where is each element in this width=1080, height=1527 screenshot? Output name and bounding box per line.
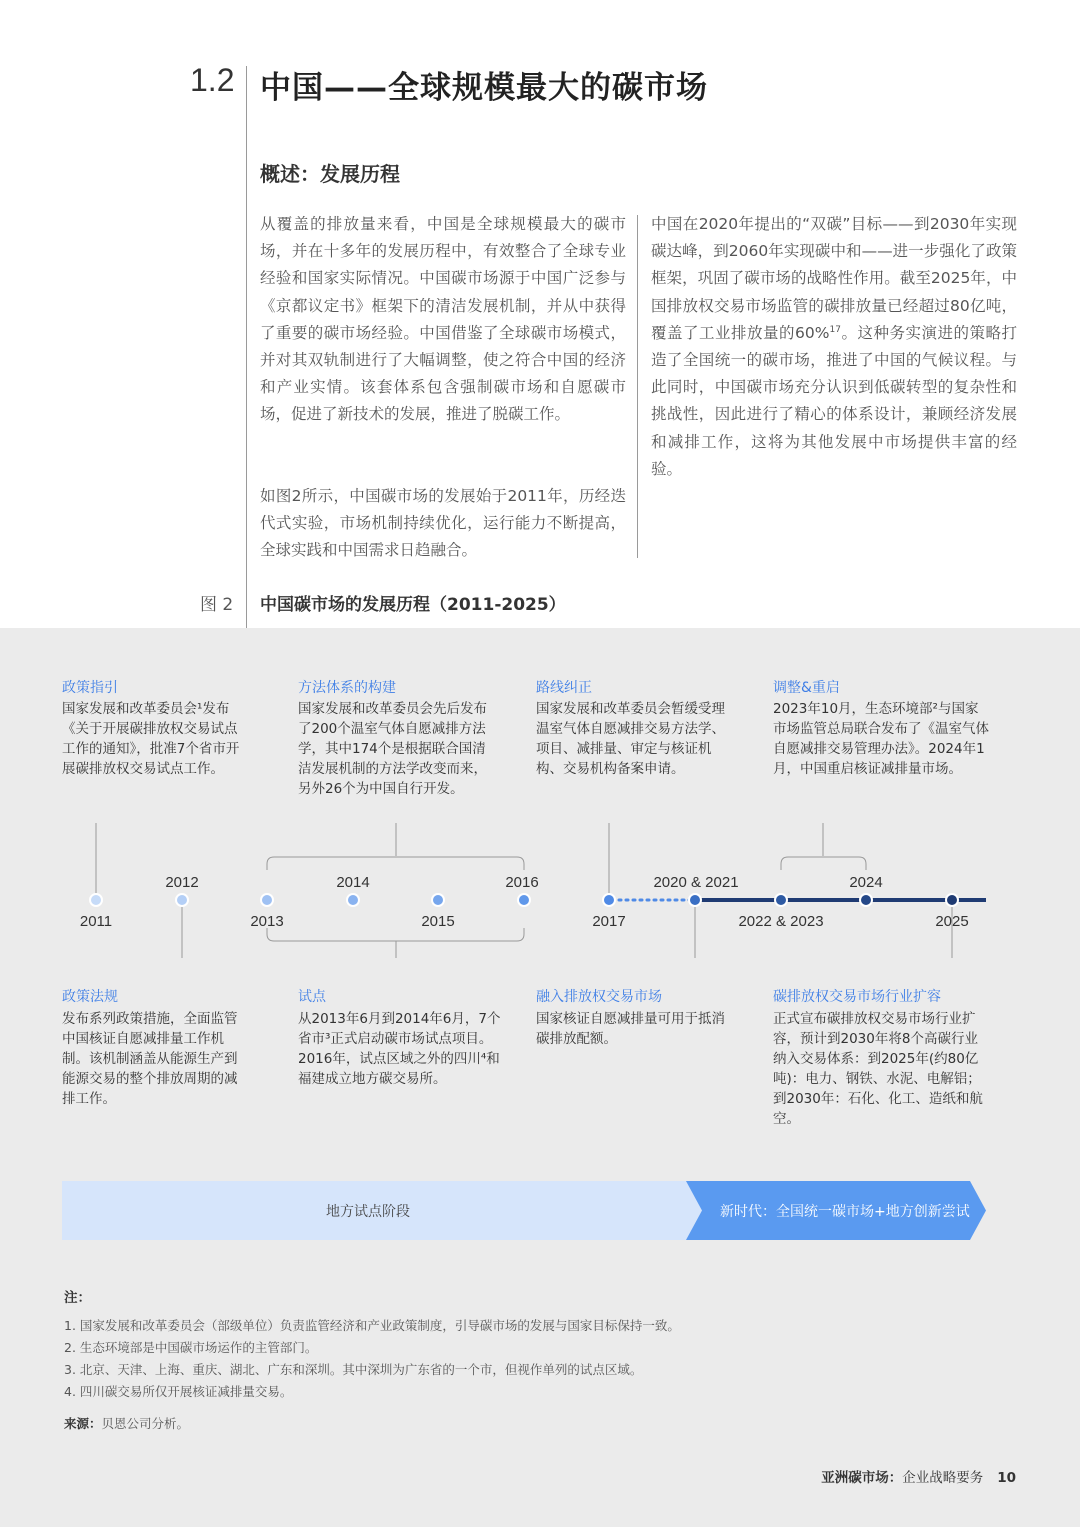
note-2: 2. 生态环境部是中国碳市场运作的主管部门。 — [64, 1340, 318, 1355]
page-number: 10 — [997, 1470, 1016, 1486]
section-divider — [246, 66, 247, 628]
section-number: 1.2 — [190, 62, 235, 98]
event-text-sector-expansion: 正式宣布碳排放权交易市场行业扩容，预计到2030年将8个高碳行业纳入交易体系：到2025年(约80亿吨)：电力、钢铁、水泥、电解铝；到2030年：石化、化工、造纸和航空。 — [773, 1011, 983, 1127]
phase-label-local-pilot: 地方试点阶段 — [326, 1204, 410, 1220]
year-label-2022-2023: 2022 & 2023 — [738, 913, 824, 930]
source-line — [64, 1414, 189, 1432]
page-footer — [821, 1466, 1016, 1486]
bracket-2013-2016-bottom — [267, 928, 524, 941]
footer-title-bold: 亚洲碳市场： — [821, 1470, 903, 1486]
event-text-correction: 国家发展和改革委员会暂缓受理温室气体自愿减排交易方法学、项目、减排量、审定与核证机构、交易机构备案申请。 — [536, 701, 725, 777]
year-label-2020-2021: 2020 & 2021 — [653, 874, 739, 891]
event-title-methodology: 方法体系的构建 — [298, 680, 396, 696]
node-2020-2021 — [689, 894, 701, 906]
event-text-methodology: 国家发展和改革委员会先后发布了200个温室气体自愿减排方法学，其中174个是根据联合国清洁发展机制的方法学改变而来，另外26个为中国自行开发。 — [298, 701, 487, 797]
event-title-sector-expansion: 碳排放权交易市场行业扩容 — [773, 989, 941, 1005]
bracket-2022-2024 — [781, 857, 866, 870]
event-title-ets-integration: 融入排放权交易市场 — [536, 989, 662, 1005]
notes-heading: 注： — [64, 1290, 91, 1306]
event-text-regulation: 发布系列政策措施，全面监管中国核证自愿减排量工作机制。该机制涵盖从能源生产到能源交易的整个排放周期的减排工作。 — [62, 1011, 238, 1107]
event-text-pilot: 从2013年6月到2014年6月，7个省市³正式启动碳市场试点项目。2016年，试点区域之外的四川⁴和福建成立地方碳交易所。 — [298, 1011, 501, 1087]
node-2011 — [90, 894, 102, 906]
paragraph-right-1: 中国在2020年提出的“双碳”目标——到2030年实现碳达峰，到2060年实现碳中和——进一步强化了政策框架，巩固了碳市场的战略性作用。截至2025年，中国排放权交易市场监管的碳排放量已经超过80亿吨，覆盖了工业排放量的60%$^{17}$。这种务实演进的策略打造了全国统一的碳市场，推进了中国的气候议程。与此同时，中国碳市场充分认识到低碳转型的复杂性和挑战性，因此进行了精心的体系设计，兼顾经济发展和减排工作，这将为其他发展中市场提供丰富的经验。 — [651, 215, 1017, 478]
source-text: 贝恩公司分析。 — [101, 1416, 190, 1431]
bracket-2013-2016-top — [267, 857, 524, 870]
phase-label-new-era: 新时代：全国统一碳市场+地方创新尝试 — [720, 1204, 970, 1220]
event-text-ets-integration: 国家核证自愿减排量可用于抵消碳排放配额。 — [536, 1011, 725, 1047]
year-label-2017: 2017 — [592, 913, 626, 930]
phase-bar-new-era — [686, 1181, 986, 1240]
year-label-2014: 2014 — [336, 874, 370, 891]
node-2025 — [946, 894, 958, 906]
source-label: 来源： — [64, 1416, 102, 1431]
node-2013 — [261, 894, 273, 906]
note-4: 4. 四川碳交易所仅开展核证减排量交易。 — [64, 1384, 293, 1399]
node-2024 — [860, 894, 872, 906]
event-text-restart: 2023年10月，生态环境部²与国家市场监管总局联合发布了《温室气体自愿减排交易管理办法》。2024年1月，中国重启核证减排量市场。 — [773, 701, 989, 777]
event-text-policy-guidance: 国家发展和改革委员会¹发布《关于开展碳排放权交易试点工作的通知》，批准7个省市开展碳排放权交易试点工作。 — [62, 701, 240, 777]
figure-label: 图 2 — [200, 595, 234, 615]
node-2014 — [347, 894, 359, 906]
footnote-ref: 17 — [829, 324, 841, 335]
note-3: 3. 北京、天津、上海、重庆、湖北、广东和深圳。其中深圳为广东省的一个市，但视作单列的试点区域。 — [64, 1362, 643, 1377]
paragraph-left-2: 如图2所示，中国碳市场的发展始于2011年，历经迭代式实验，市场机制持续优化，运行能力不断提高，全球实践和中国需求日趋融合。 — [260, 487, 626, 560]
paragraph-left-1: 从覆盖的排放量来看，中国是全球规模最大的碳市场，并在十多年的发展历程中，有效整合了全球专业经验和国家实际情况。中国碳市场源于中国广泛参与《京都议定书》框架下的清洁发展机制，并从中获得了重要的碳市场经验。中国借鉴了全球碳市场模式，并对其双轨制进行了大幅调整，使之符合中国的经济和产业实情。该套体系包含强制碳市场和自愿碳市场，促进了新技术的发展，推进了脱碳工作。 — [260, 215, 626, 424]
note-1: 1. 国家发展和改革委员会（部级单位）负责监管经济和产业政策制度，引导碳市场的发展与国家目标保持一致。 — [64, 1318, 680, 1333]
node-2012 — [176, 894, 188, 906]
year-label-2013: 2013 — [250, 913, 284, 930]
footer-title-rest: 企业战略要务 — [902, 1470, 984, 1486]
event-title-policy-guidance: 政策指引 — [62, 680, 118, 696]
node-2017 — [603, 894, 615, 906]
event-title-regulation: 政策法规 — [62, 989, 118, 1005]
section-title: 中国——全球规模最大的碳市场 — [260, 70, 708, 106]
subheading: 概述：发展历程 — [260, 162, 400, 186]
figure-title: 中国碳市场的发展历程（2011-2025） — [260, 595, 566, 615]
timeline-graphic — [0, 628, 1080, 958]
phase-bar-local-pilot — [62, 1181, 702, 1240]
node-2016 — [518, 894, 530, 906]
year-label-2024: 2024 — [849, 874, 883, 891]
year-label-2012: 2012 — [165, 874, 199, 891]
node-2015 — [432, 894, 444, 906]
year-label-2016: 2016 — [505, 874, 539, 891]
event-title-correction: 路线纠正 — [536, 680, 592, 696]
column-divider — [637, 215, 638, 558]
event-title-pilot: 试点 — [298, 989, 326, 1005]
year-label-2015: 2015 — [421, 913, 455, 930]
node-2022-2023 — [775, 894, 787, 906]
event-title-restart: 调整&重启 — [773, 680, 840, 696]
year-label-2011: 2011 — [79, 913, 113, 930]
year-label-2025: 2025 — [935, 913, 969, 930]
